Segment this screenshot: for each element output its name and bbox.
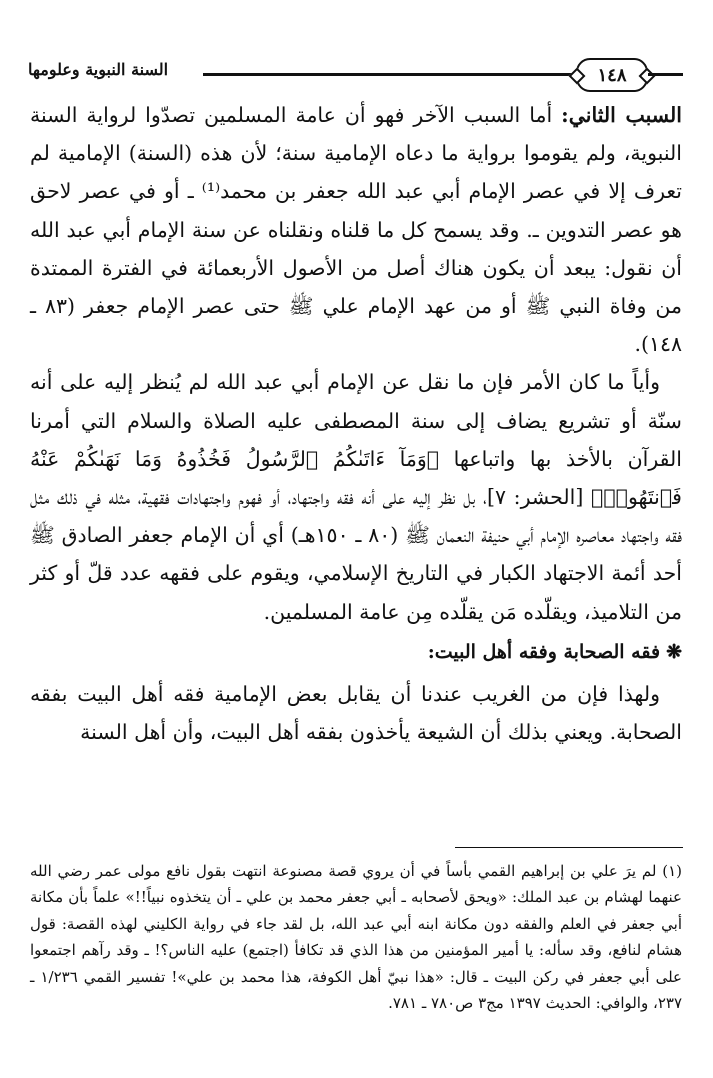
paragraph-1-text: أما السبب الآخر فهو أن عامة المسلمين تصدّوا لرواية السنة النبوية، ولم يقوموا برواية ما دعاه الإمامية سنة؛ لأن هذه (السنة) الإمامية لم تعرف إلا في عصر الإمام أبي عبد الله جعفر بن محمد⁽¹⁾ ـ أو في عصر لاحق هو عصر التدوين ـ. وقد يسمح كل ما قلناه ونقلناه عن سنة الإمام أبي عبد الله أن نقول: يبعد أن يكون هناك أصل من الأصول الأربعمائة في الفترة الممتدة من وفاة النبي ﷺ أو من عهد الإمام علي ﷺ حتى عصر الإمام جعفر (٨٣ ـ ١٤٨). [30,103,682,357]
header-rule-right [648,73,683,76]
section-heading [30,633,682,671]
paragraph-1 [30,96,682,363]
paragraph-1-lead: السبب الثاني: [561,103,682,127]
header-rule [203,73,573,76]
star-icon: ❋ [666,640,682,663]
footnotes [30,858,682,1016]
page-number-text: ١٤٨ [597,64,627,86]
main-text [30,96,682,751]
paragraph-2: وأياً ما كان الأمر فإن ما نقل عن الإمام أبي عبد الله لم يُنظر إليه على أنه سنّة أو تشريع يضاف إلى سنة المصطفى عليه الصلاة والسلام التي أمرنا القرآن بالأخذ بها واتباعها ﴿وَمَآ ءَاتَىٰكُمُ ٱلرَّسُولُ فَخُذُوهُ وَمَا نَهَىٰكُمْ عَنْهُ فَٱنتَهُوا۟﴾ [الحشر: ٧]، بل نظر إليه على أنه فقه واجتهاد، أو فهوم واجتهادات فقهية، مثله في ذلك مثل فقه واجتهاد معاصره الإمام أبي حنيفة النعمان ﷺ (٨٠ ـ ١٥٠هـ) أي أن الإمام جعفر الصادق ﷺ أحد أئمة الاجتهاد الكبار في التاريخ الإسلامي، ويقوم على فقهه عدد قلّ أو كثر من التلاميذ، ويقلّده مَن يقلّده مِن عامة المسلمين. [30,370,683,624]
paragraph-3: ولهذا فإن من الغريب عندنا أن يقابل بعض الإمامية فقه أهل البيت بفقه الصحابة. ويعني بذلك أن الشيعة يأخذون بفقه أهل البيت، وأن أهل السنة [30,682,682,745]
page-number [576,58,648,92]
running-title: السنة النبوية وعلومها [28,60,169,79]
page-header [28,56,683,92]
footnote-divider [455,847,683,848]
section-heading-text: فقه الصحابة وفقه أهل البيت: [427,640,661,663]
footnote-1: (١) لم يرَ علي بن إبراهيم القمي بأساً في أن يروي قصة مصنوعة انتهت بقول نافع مولى عمر رضي الله عنهما لهشام بن عبد الملك: «ويحق لأصحابه ـ أبي جعفر محمد بن علي ـ أن يتخذوه نبياً!!» علماً بأن مكانة أبي جعفر في العلم والفقه دون مكانة ابنه أبي عبد الله، بل لقد جاء في رواية الكليني لهذه القصة: قول هشام لنافع، وقد سأله: يا أمير المؤمنين من هذا الذي قد تكافأ (اجتمع) عليه الناس؟! ـ وقد رآهم اجتمعوا على أبي جعفر في ركن البيت ـ قال: «هذا نبيّ أهل الكوفة، هذا محمد بن علي»! تفسير القمي ١/٢٣٦ ـ ٢٣٧، والوافي: الحديث ١٣٩٧ مج٣ ص٧٨٠ ـ ٧٨١. [30,862,683,1013]
